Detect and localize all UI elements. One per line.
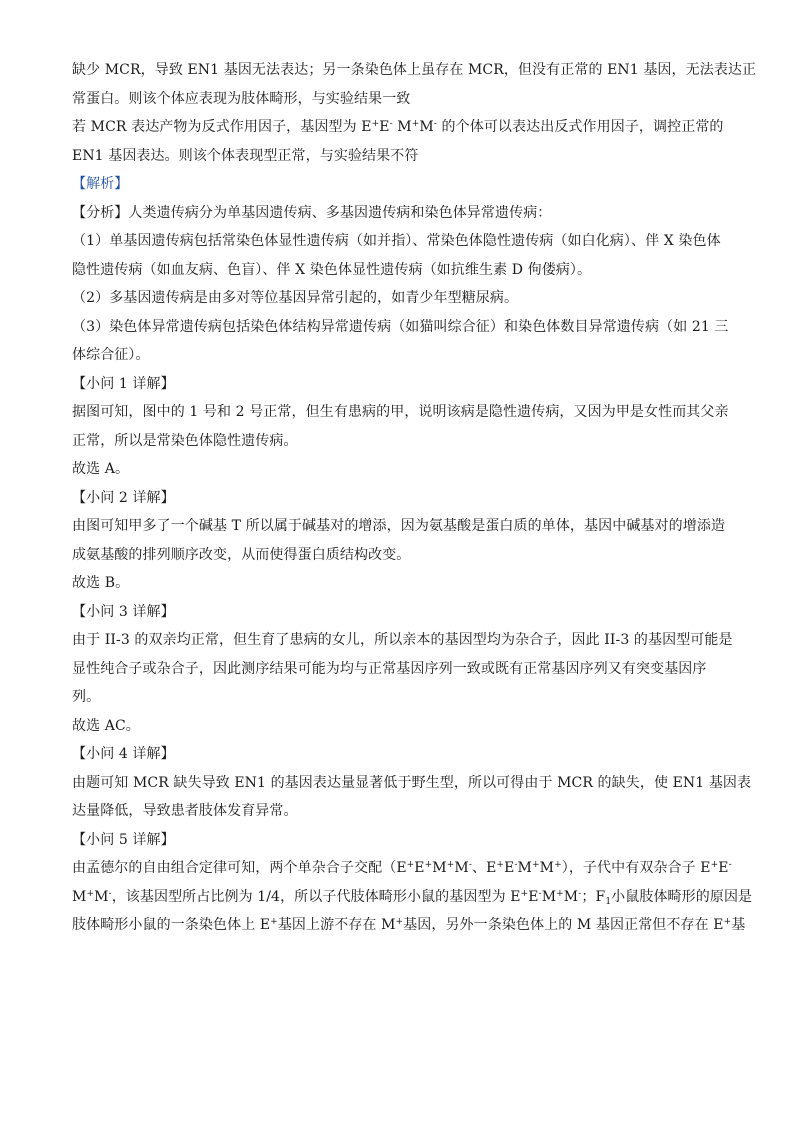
section-heading: 【小问 2 详解】 [72,489,175,506]
paragraph-line: 由于 II-3 的双亲均正常，但生育了患病的女儿，所以亲本的基因型均为杂合子，因此 II-3 的基因型可能是 [72,632,733,648]
paragraph-line: （2）多基因遗传病是由多对等位基因异常引起的，如青少年型糖尿病。 [72,290,519,306]
paragraph-line: 达量降低，导致患者肢体发育异常。 [72,803,298,819]
paragraph-line [72,119,728,136]
section-heading: 【小问 4 详解】 [72,746,175,762]
paragraph-line: （1）单基因遗传病包括常染色体显性遗传病（如并指）、常染色体隐性遗传病（如白化病）、伴 X 染色体 [72,233,721,249]
paragraph-line: 由图可知甲多了一个碱基 T 所以属于碱基对的增添，因为氨基酸是蛋白质的单体，基因中碱基对的增添造 [72,518,726,534]
subscript: 1 [605,896,612,907]
text-run: 小鼠肢体畸形的原因是 [611,888,753,905]
paragraph-line [72,888,753,907]
genotype-formula: E+E-M+M- [510,888,582,905]
answer-line: 故选 B。 [72,575,130,591]
paragraph-line: 隐性遗传病（如血友病、色盲）、伴 X 染色体显性遗传病（如抗维生素 D 佝偻病）。 [72,261,592,278]
paragraph-line: 正常，所以是常染色体隐性遗传病。 [72,432,298,449]
paragraph-line: 常蛋白。则该个体应表现为肢体畸形，与实验结果一致 [72,90,411,107]
analysis-heading: 【解析】 [72,176,129,192]
paragraph-line: EN1 基因表达。则该个体表现型正常，与实验结果不符 [72,147,419,164]
paragraph-line: 成氨基酸的排列顺序改变，从而使得蛋白质结构改变。 [72,546,411,563]
genotype-formula: E+E-M+M+ [486,860,562,876]
paragraph-line: 肢体畸形小鼠的一条染色体上 E+基因上游不存在 M+基因，另外一条染色体上的 M 基因正常但不存在 E+基 [72,917,746,933]
text-run: 基 [731,917,746,933]
paragraph-line: （3）染色体异常遗传病包括染色体结构异常遗传病（如猫叫综合征）和染色体数目异常遗传病（如 21 三 [72,318,729,335]
text-run: ，该基因型所占比例为 1/4，所以子代肢体畸形小鼠的基因型为 [111,888,506,905]
genotype-formula: E+E+M+M- [396,860,472,876]
paragraph-line: 体综合征）。 [72,347,150,363]
text-run: 肢体畸形小鼠的一条染色体上 E [72,917,271,933]
section-heading: 【小问 1 详解】 [72,375,175,392]
paragraph-line: 【分析】人类遗传病分为单基因遗传病、多基因遗传病和染色体异常遗传病： [72,204,552,221]
paragraph-line: 列。 [72,689,101,705]
genotype-formula: M+M- [72,888,112,905]
answer-line: 故选 AC。 [72,717,140,734]
text-run: 由孟德尔的自由组合定律可知，两个单杂合子交配（ [72,860,397,876]
section-heading: 【小问 3 详解】 [72,603,175,620]
text-run: 、 [471,860,487,876]
text-run: 基因，另外一条染色体上的 M 基因正常但不存在 E [403,917,724,933]
genotype-formula: E+E- M+M- [361,119,437,135]
text-run: ；F [581,888,606,905]
text-run: ），子代中有双杂合子 [561,860,696,876]
document-page [72,62,757,946]
paragraph-line: 由题可知 MCR 缺失导致 EN1 的基因表达量显著低于野生型，所以可得由于 MCR 的缺失，使 EN1 基因表 [72,774,752,791]
text-run: 的个体可以表达出反式作用因子，调控正常的 [441,119,724,135]
paragraph-line: 显性纯合子或杂合子，因此测序结果可能为均与正常基因序列一致或既有正常基因序列又有突变基因序 [72,660,707,677]
genotype-formula: E+E- [700,860,732,876]
section-heading: 【小问 5 详解】 [72,831,175,848]
answer-line: 故选 A。 [72,461,130,477]
paragraph-line [72,860,732,877]
paragraph-line: 缺少 MCR，导致 EN1 基因无法表达；另一条染色体上虽存在 MCR，但没有正常的 EN1 基因，无法表达正 [72,62,757,78]
paragraph-line: 据图可知，图中的 1 号和 2 号正常，但生有患病的甲，说明该病是隐性遗传病，又因为甲是女性而其父亲 [72,404,729,420]
text-run: 若 MCR 表达产物为反式作用因子，基因型为 [72,119,357,135]
text-run: 基因上游不存在 M [277,917,396,933]
